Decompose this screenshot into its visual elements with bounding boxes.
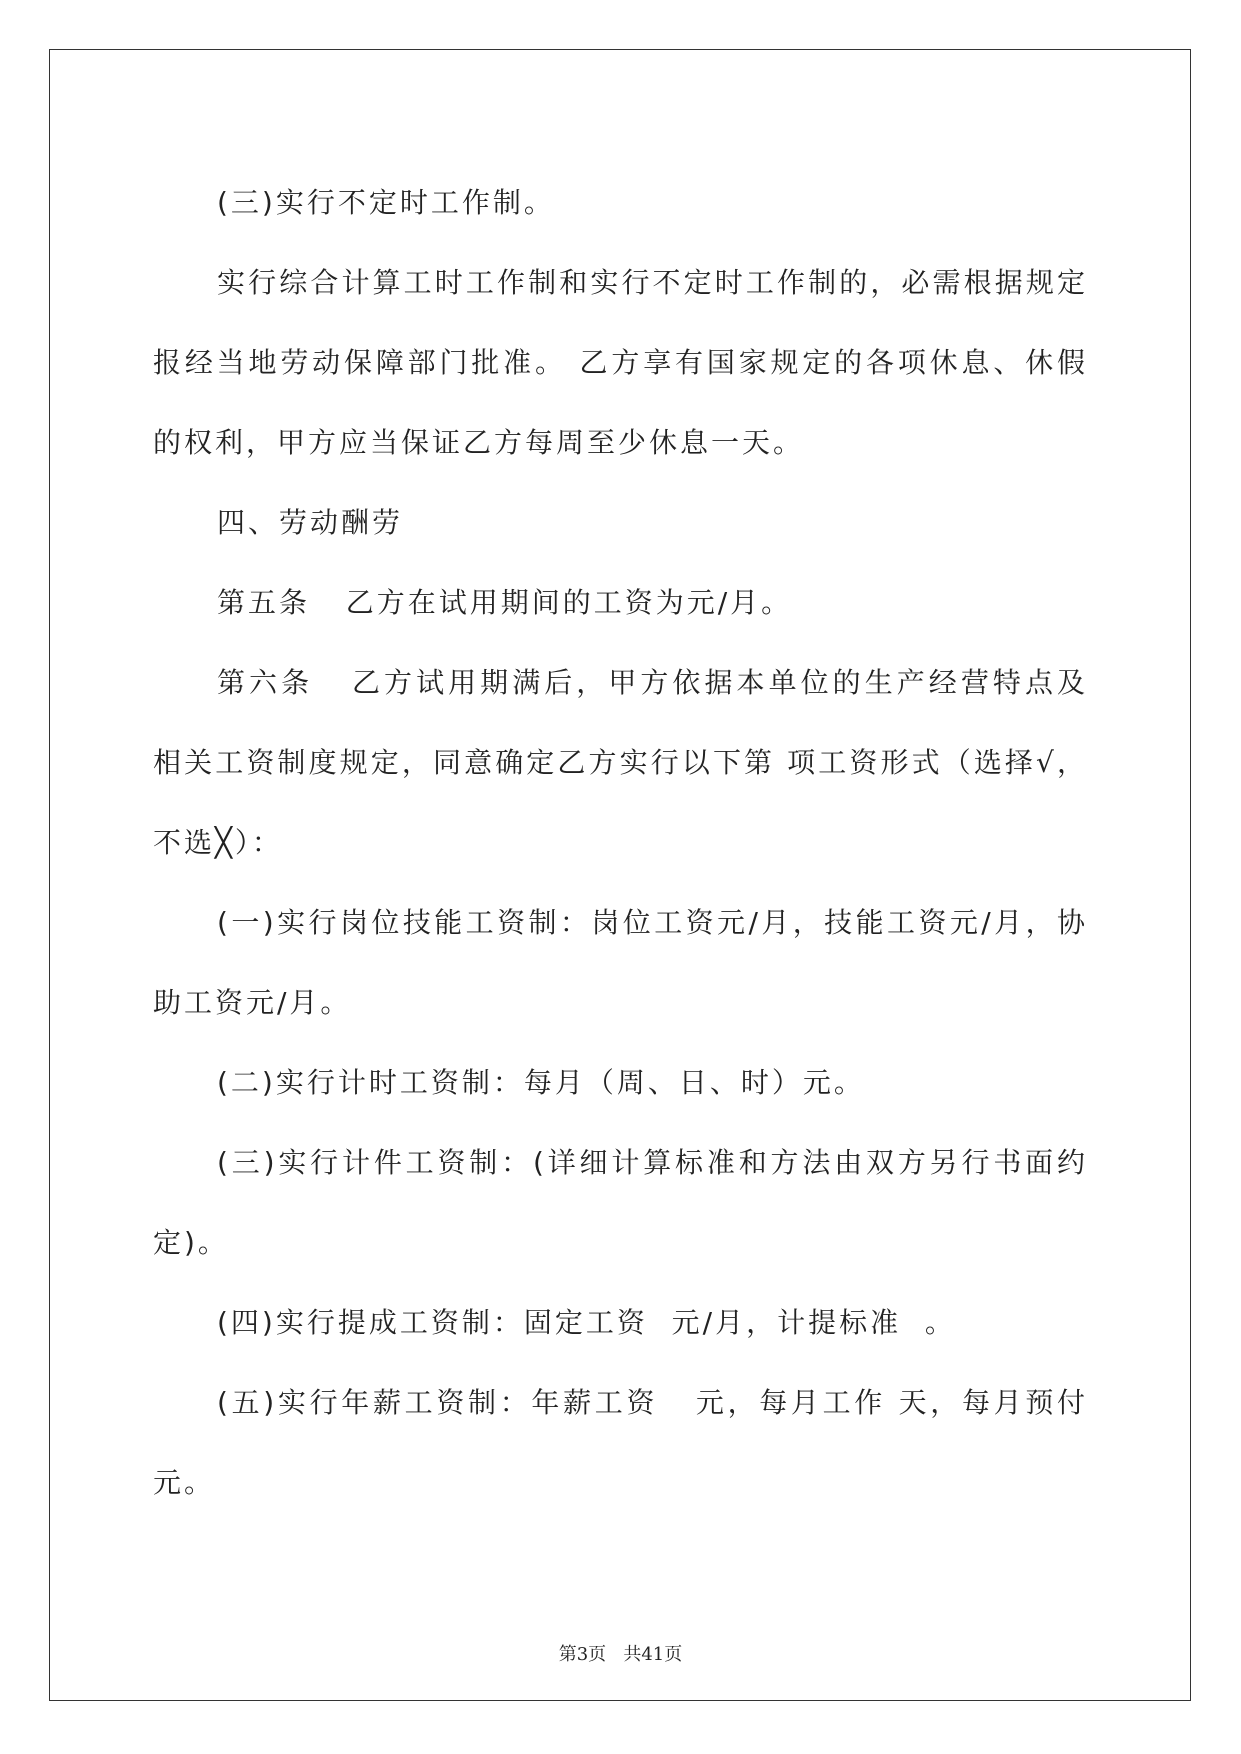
heading-labor-remuneration: 四、劳动酬劳	[217, 506, 404, 539]
page-number-footer: 第3页 共41页	[558, 1644, 683, 1665]
paragraph-wage-option-1: (一)实行岗位技能工资制：岗位工资元/月，技能工资元/月，协助工资元/月。	[153, 906, 1088, 1019]
paragraph-article-6: 第六条 乙方试用期满后，甲方依据本单位的生产经营特点及相关工资制度规定，同意确定乙方实行以下第 项工资形式（选择√，不选╳）：	[153, 666, 1088, 859]
paragraph-section-3-irregular-hours: (三)实行不定时工作制。	[217, 186, 555, 219]
paragraph-wage-option-5: (五)实行年薪工资制：年薪工资 元，每月工作 天，每月预付元。	[153, 1386, 1088, 1499]
paragraph-article-5: 第五条 乙方在试用期间的工资为元/月。	[217, 586, 793, 619]
paragraph-approval-and-rest: 实行综合计算工时工作制和实行不定时工作制的，必需根据规定报经当地劳动保障部门批准。 乙方享有国家规定的各项休息、休假的权利，甲方应当保证乙方每周至少休息一天。	[153, 266, 1088, 459]
document-body	[153, 163, 1088, 1523]
paragraph-wage-option-3: (三)实行计件工资制：(详细计算标准和方法由双方另行书面约定)。	[153, 1146, 1088, 1259]
paragraph-wage-option-2: (二)实行计时工资制：每月（周、日、时）元。	[217, 1066, 865, 1099]
paragraph-wage-option-4: (四)实行提成工资制：固定工资 元/月，计提标准 。	[217, 1306, 956, 1339]
